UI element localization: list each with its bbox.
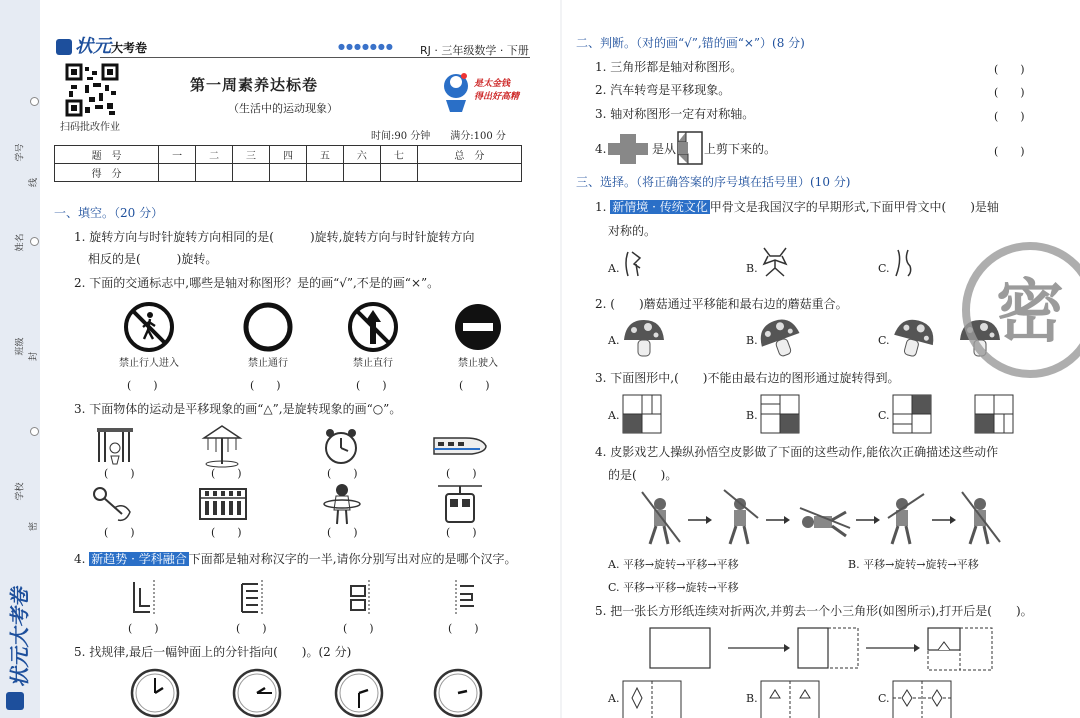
puppet-pose-2-icon	[724, 490, 758, 544]
school-label: 学校	[15, 482, 26, 501]
section-1-heading: 一、填空。（20 分）	[54, 206, 164, 220]
judge-item-4-end: 上剪下来的。	[704, 142, 777, 156]
seal-mark: 密	[29, 521, 40, 532]
logo-icon	[56, 39, 72, 55]
grade-label: RJ · 三年级数学 · 下册	[420, 44, 529, 57]
exam-subtitle: （生活中的运动现象）	[228, 102, 338, 115]
unfolded-paper-c-icon	[892, 680, 952, 718]
score-cell: 题 号	[55, 146, 159, 164]
no-entry-sign-icon	[243, 302, 293, 352]
exam-title: 第一周素养达标卷	[190, 76, 319, 94]
key-turning-icon	[90, 484, 134, 524]
choice-q4-option-b: B. 平移→旋转→旋转→平移	[848, 558, 979, 571]
time-and-score-info: 时间:90 分钟 满分:100 分	[371, 131, 506, 142]
mushroom-a-icon	[622, 318, 666, 358]
option-letter: C.	[878, 692, 890, 705]
binding-hole	[30, 237, 39, 246]
cross-shape-icon	[606, 132, 650, 166]
clock-face-1-icon	[130, 668, 180, 718]
left-page	[40, 0, 560, 718]
answer-blank[interactable]: ( )	[459, 379, 490, 392]
qr-label: 扫码批改作业	[60, 122, 120, 133]
seal-mark: 封	[29, 351, 40, 362]
sign-label: 禁止直行	[353, 358, 393, 369]
shadow-puppet-sequence	[640, 488, 1020, 550]
clock-face-3-icon	[334, 668, 384, 718]
sign-label: 禁止驶入	[458, 358, 498, 369]
answer-blank[interactable]: ( )	[343, 622, 374, 635]
puppet-pose-3-icon	[800, 508, 850, 536]
curtain-icon	[95, 426, 135, 466]
judge-item-4-number: 4.	[595, 142, 607, 156]
score-cell: 五	[306, 146, 343, 164]
answer-blank[interactable]: ( )	[236, 622, 267, 635]
name-label: 姓名	[15, 233, 26, 252]
option-letter: A.	[608, 409, 620, 422]
binding-hole	[30, 427, 39, 436]
answer-blank[interactable]: ( )	[211, 526, 242, 539]
grid-shape-c-icon	[892, 394, 932, 434]
half-character-1-icon	[130, 580, 160, 616]
q4-text	[74, 549, 517, 569]
clock-face-2-icon	[232, 668, 282, 718]
section-2-heading: 二、判断。（对的画“√”,错的画“×”）(8 分)	[576, 36, 805, 50]
hula-hoop-girl-icon	[322, 482, 362, 526]
choice-q4-line2: 的是( )。	[608, 468, 678, 482]
judge-item-4-mid: 是从	[652, 142, 677, 156]
brand-name: 状元	[75, 36, 111, 57]
decorative-dots: ●●●●●●●	[338, 42, 394, 51]
score-input-cell[interactable]	[380, 164, 417, 182]
section-3-heading: 三、选择。（将正确答案的序号填在括号里）(10 分)	[576, 175, 851, 189]
score-cell: 总 分	[417, 146, 521, 164]
paper-folded-cut-icon	[928, 628, 992, 670]
judge-item-2: 2. 汽车转弯是平移现象。	[595, 83, 731, 97]
mascot-badge-icon	[438, 66, 518, 114]
publisher-icon	[6, 692, 24, 710]
score-input-cell[interactable]	[159, 164, 196, 182]
folded-paper-icon	[676, 130, 704, 166]
mushroom-c-icon	[892, 318, 936, 358]
unfolded-paper-b-icon	[760, 680, 820, 718]
answer-blank[interactable]: ( )	[448, 622, 479, 635]
choice-q1-number: 1.	[595, 200, 607, 214]
paper-rectangle-icon	[650, 628, 710, 668]
option-letter: C.	[878, 262, 890, 275]
puppet-pose-4-icon	[888, 494, 924, 544]
qr-code-icon	[65, 63, 119, 117]
half-character-3-icon	[345, 580, 375, 616]
option-letter: A.	[608, 334, 620, 347]
side-brand-logo: 状元大考卷	[7, 587, 32, 688]
option-letter: C.	[878, 334, 890, 347]
choice-q1-body: 甲骨文是我国汉字的早期形式,下面甲骨文中( )是轴	[709, 200, 999, 214]
choice-q3-text: 3. 下面图形中,( )不能由最右边的图形通过旋转得到。	[595, 371, 900, 385]
answer-blank[interactable]: ( )	[994, 110, 1025, 123]
student-id-label: 学号	[15, 143, 26, 162]
binding-hole	[30, 97, 39, 106]
puppet-pose-1-icon	[642, 492, 680, 544]
no-straight-sign-icon	[348, 302, 398, 352]
answer-blank[interactable]: ( )	[250, 379, 281, 392]
answer-blank[interactable]: ( )	[104, 467, 135, 480]
oracle-char-c-icon	[892, 248, 916, 278]
score-cell: 四	[270, 146, 307, 164]
right-page	[562, 0, 1080, 718]
score-input-cell[interactable]	[417, 164, 521, 182]
paper-folded-once-icon	[798, 628, 858, 668]
option-letter: B.	[746, 692, 758, 705]
option-letter: B.	[746, 262, 758, 275]
unfolded-paper-a-icon	[622, 680, 682, 718]
option-letter: B.	[746, 409, 758, 422]
answer-blank[interactable]: ( )	[128, 622, 159, 635]
score-cell: 三	[233, 146, 270, 164]
score-cell: 一	[159, 146, 196, 164]
score-cell: 六	[343, 146, 380, 164]
choice-q4-option-a: A. 平移→旋转→平移→平移	[608, 558, 739, 571]
half-character-2-icon	[238, 580, 268, 616]
high-speed-train-icon	[432, 432, 488, 460]
binding-sidebar	[0, 0, 41, 718]
option-letter: B.	[746, 334, 758, 347]
mushroom-b-icon	[758, 318, 802, 358]
choice-q2-text: 2. ( )蘑菇通过平移能和最右边的蘑菇重合。	[595, 297, 848, 311]
seal-mark: 线	[29, 177, 40, 188]
brand-suffix: 大考卷	[111, 41, 148, 55]
judge-item-1: 1. 三角形都是轴对称图形。	[595, 60, 743, 74]
score-cell: 得 分	[55, 164, 159, 182]
abacus-icon	[198, 487, 248, 521]
grid-shape-a-icon	[622, 394, 662, 434]
badge-line1: 是太金钱	[474, 79, 511, 89]
option-letter: C.	[878, 409, 890, 422]
q4-tag-badge: 新趋势 · 学科融合	[91, 552, 187, 566]
carousel-icon	[200, 424, 244, 468]
badge-line2: 得出好高精	[474, 92, 520, 102]
q1-text-line2: 相反的是( )旋转。	[88, 252, 218, 266]
do-not-enter-sign-icon	[453, 302, 503, 352]
score-cell: 七	[380, 146, 417, 164]
choice-q4-line1: 4. 皮影戏艺人操纵孙悟空皮影做了下面的这些动作,能依次正确描述这些动作	[595, 445, 999, 459]
option-letter: A.	[608, 692, 620, 705]
choice-q1-text	[595, 197, 999, 217]
choice-q1-line2: 对称的。	[608, 224, 657, 238]
cable-car-icon	[438, 482, 482, 526]
answer-blank[interactable]: ( )	[994, 86, 1025, 99]
score-cell: 二	[196, 146, 233, 164]
q2-text: 2. 下面的交通标志中,哪些是轴对称图形？是的画“√”,不是的画“×”。	[74, 276, 440, 290]
answer-blank[interactable]: ( )	[356, 379, 387, 392]
answer-blank[interactable]: ( )	[446, 467, 477, 480]
score-table	[54, 145, 522, 182]
sign-label: 禁止行人进入	[119, 358, 179, 369]
alarm-clock-icon	[321, 426, 361, 466]
answer-blank[interactable]: ( )	[994, 63, 1025, 76]
paper-fold-sequence	[648, 626, 1008, 672]
score-table-score-row	[55, 164, 522, 182]
stamp-text: 密	[995, 272, 1065, 352]
sign-label: 禁止通行	[248, 358, 288, 369]
clock-face-4-icon	[433, 668, 483, 718]
grid-shape-target-icon	[974, 394, 1014, 434]
answer-blank[interactable]: ( )	[446, 526, 477, 539]
score-input-cell[interactable]	[233, 164, 270, 182]
choice-q4-option-c: C. 平移→平移→旋转→平移	[608, 581, 739, 594]
q3-text: 3. 下面物体的运动是平移现象的画“△”,是旋转现象的画“○”。	[74, 402, 402, 416]
no-pedestrian-sign-icon	[124, 302, 174, 352]
answer-blank[interactable]: ( )	[127, 379, 158, 392]
score-table-header-row	[55, 146, 522, 164]
answer-blank[interactable]: ( )	[104, 526, 135, 539]
answer-blank[interactable]: ( )	[994, 145, 1025, 158]
choice-q1-tag-badge: 新情境 · 传统文化	[612, 200, 708, 214]
half-character-4-icon	[450, 580, 480, 616]
answer-blank[interactable]: ( )	[327, 467, 358, 480]
q4-number: 4.	[74, 552, 86, 566]
judge-item-3: 3. 轴对称图形一定有对称轴。	[595, 107, 755, 121]
score-input-cell[interactable]	[306, 164, 343, 182]
answer-blank[interactable]: ( )	[327, 526, 358, 539]
q4-body: 下面都是轴对称汉字的一半,请你分别写出对应的是哪个汉字。	[188, 552, 517, 566]
score-input-cell[interactable]	[196, 164, 233, 182]
header-rule	[100, 57, 530, 58]
oracle-char-b-icon	[760, 246, 790, 278]
answer-blank[interactable]: ( )	[211, 467, 242, 480]
q1-text-line1: 1. 旋转方向与时针旋转方向相同的是( )旋转,旋转方向与时针旋转方向	[74, 230, 475, 244]
brand-logo	[56, 32, 147, 58]
option-letter: A.	[608, 262, 620, 275]
choice-q5-text: 5. 把一张长方形纸连续对折两次,并剪去一个小三角形(如图所示),打开后是( )。	[595, 604, 1033, 618]
grid-shape-b-icon	[760, 394, 800, 434]
class-label: 班级	[15, 337, 26, 356]
confidential-stamp-icon	[960, 240, 1080, 380]
q5-text: 5. 找规律,最后一幅钟面上的分针指向( )。(2 分)	[74, 645, 352, 659]
puppet-pose-5-icon	[962, 492, 1000, 544]
score-input-cell[interactable]	[343, 164, 380, 182]
score-input-cell[interactable]	[270, 164, 307, 182]
oracle-char-a-icon	[622, 248, 646, 278]
